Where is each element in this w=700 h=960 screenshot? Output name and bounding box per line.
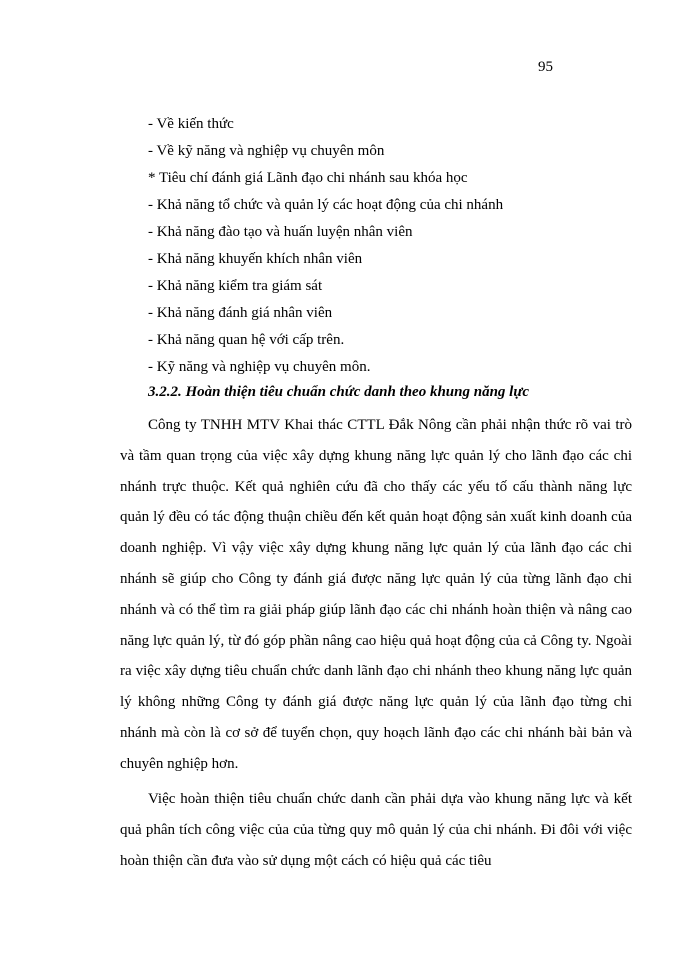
list-item: - Về kỹ năng và nghiệp vụ chuyên môn: [148, 143, 385, 159]
list-item: - Khả năng khuyến khích nhân viên: [148, 251, 363, 267]
criteria-list: [148, 114, 648, 384]
body-paragraph: Công ty TNHH MTV Khai thác CTTL Đắk Nông cần phải nhận thức rõ vai trò và tầm quan trọng của việc xây dựng khung năng lực quản lý cho lãnh đạo các chi nhánh trực thuộc. Kết quả nghiên cứu đã cho thấy các yếu tố cấu thành năng lực quản lý đều có tác động thuận chiều đến kết quản hoạt động sản xuất kinh doanh của doanh nghiệp. Vì vậy việc xây dựng khung năng lực quản lý của lãnh đạo các chi nhánh sẽ giúp cho Công ty đánh giá được năng lực quản lý của từng lãnh đạo chi nhánh và có thể tìm ra giải pháp giúp lãnh đạo các chi nhánh hoàn thiện và nâng cao năng lực quản lý, từ đó góp phần nâng cao hiệu quả hoạt động của cả Công ty. Ngoài ra việc xây dựng tiêu chuẩn chức danh lãnh đạo chi nhánh theo khung năng lực quản lý không những Công ty đánh giá được năng lực quản lý của lãnh đạo từng chi nhánh mà còn là cơ sở để tuyển chọn, quy hoạch lãnh đạo các chi nhánh bài bản và chuyên nghiệp hơn.: [120, 417, 632, 772]
body-paragraph: Việc hoàn thiện tiêu chuẩn chức danh cần phải dựa vào khung năng lực và kết quả phân tích công việc của của từng quy mô quản lý của chi nhánh. Đi đôi với việc hoàn thiện cần đưa vào sử dụng một cách có hiệu quả các tiêu: [120, 791, 632, 869]
list-item: - Khả năng đào tạo và huấn luyện nhân viên: [148, 224, 413, 240]
list-item: - Khả năng tổ chức và quản lý các hoạt động của chi nhánh: [148, 197, 504, 213]
page-number: 95: [538, 59, 553, 75]
list-item: - Về kiến thức: [148, 116, 234, 132]
list-item: - Khả năng đánh giá nhân viên: [148, 305, 333, 321]
list-item: - Khả năng kiểm tra giám sát: [148, 278, 323, 294]
section-heading: 3.2.2. Hoàn thiện tiêu chuẩn chức danh theo khung năng lực: [148, 384, 529, 400]
list-item: * Tiêu chí đánh giá Lãnh đạo chi nhánh sau khóa học: [148, 170, 468, 186]
list-item: - Khả năng quan hệ với cấp trên.: [148, 332, 345, 348]
list-item: - Kỹ năng và nghiệp vụ chuyên môn.: [148, 359, 371, 375]
